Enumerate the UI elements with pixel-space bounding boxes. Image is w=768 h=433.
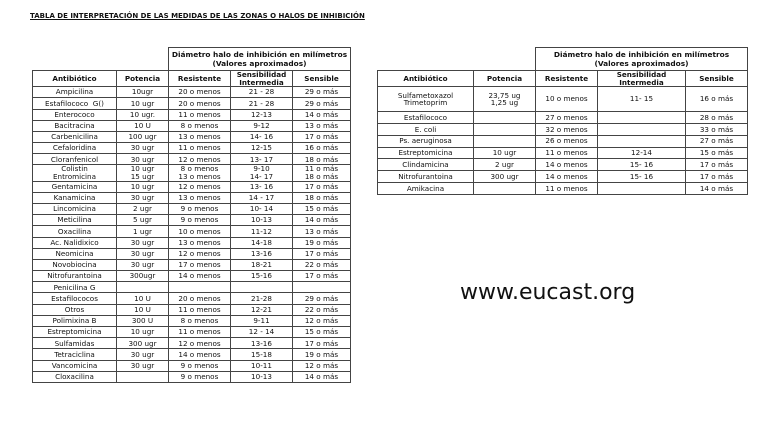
table-cell: 9-10 14- 17 (231, 165, 293, 181)
table-cell: 30 ugr (117, 259, 169, 270)
table-cell: 15- 16 (598, 159, 686, 171)
table-cell: 18-21 (231, 259, 293, 270)
table-cell: 14 o más (293, 371, 351, 382)
table-cell: 9-11 (231, 315, 293, 326)
table-cell: 18 o más (293, 154, 351, 165)
table-cell: 15-16 (231, 271, 293, 282)
table-cell: 27 o menos (536, 112, 598, 124)
table-cell: 14 o menos (169, 271, 231, 282)
table-cell: 29 o más (293, 98, 351, 109)
column-header: Resistente (169, 71, 231, 87)
table-cell: 10 ugr (117, 181, 169, 192)
table-cell: 15 o más (686, 147, 748, 159)
table-cell: 10-13 (231, 215, 293, 226)
table-cell: 10 o menos (536, 87, 598, 112)
table-cell: 10-11 (231, 360, 293, 371)
table-cell: Estafilococo (378, 112, 474, 124)
table-row (33, 360, 351, 371)
table-cell: 22 o más (293, 304, 351, 315)
group-header: Diámetro halo de inhibición en milímetros (Valores aproximados) (536, 48, 748, 71)
table-cell: 30 ugr (117, 143, 169, 154)
table-cell: 28 o más (686, 112, 748, 124)
table-row (33, 131, 351, 142)
table-row (378, 171, 748, 183)
table-cell: 13- 17 (231, 154, 293, 165)
table-cell: Cloxacilina (33, 371, 117, 382)
table-cell: 10 U (117, 293, 169, 304)
table-cell: 12-15 (231, 143, 293, 154)
table-cell: 10 U (117, 120, 169, 131)
table-row (33, 154, 351, 165)
column-header: Potencia (474, 71, 536, 87)
table-cell: Estreptomicina (378, 147, 474, 159)
table-cell (474, 112, 536, 124)
table-cell: 10 ugr (117, 327, 169, 338)
table-cell: 11 o menos (169, 109, 231, 120)
table-cell: 9-12 (231, 120, 293, 131)
table-cell: 13 o menos (169, 192, 231, 203)
table-cell (117, 282, 169, 293)
table-cell: Otros (33, 304, 117, 315)
table-cell: 20 o menos (169, 293, 231, 304)
table-row (378, 135, 748, 147)
table-cell (474, 123, 536, 135)
group-header: Diámetro halo de inhibición en milímetros (Valores aproximados) (169, 48, 351, 71)
table-row (33, 120, 351, 131)
table-row (33, 87, 351, 98)
table-cell: 11 o menos (169, 143, 231, 154)
table-cell: 8 o menos (169, 120, 231, 131)
table-row (378, 159, 748, 171)
table-row (378, 182, 748, 194)
table-cell: 14-18 (231, 237, 293, 248)
table-cell: Estafilococo G() (33, 98, 117, 109)
table-cell: Bacitracina (33, 120, 117, 131)
table-cell: Amikacina (378, 182, 474, 194)
column-header: Sensibilidad Intermedia (598, 71, 686, 87)
table-cell: Cloranfenicol (33, 154, 117, 165)
table-cell (598, 135, 686, 147)
table-cell: 13-16 (231, 338, 293, 349)
column-header: Sensibilidad Intermedia (231, 71, 293, 87)
table-cell: 16 o más (686, 87, 748, 112)
table-cell: 11 o menos (169, 304, 231, 315)
table-cell: Enterococo (33, 109, 117, 120)
table-cell: 30 ugr (117, 192, 169, 203)
table-cell: Estreptomicina (33, 327, 117, 338)
table-cell: 26 o menos (536, 135, 598, 147)
table-cell: 16 o más (293, 143, 351, 154)
table-row (33, 327, 351, 338)
table-cell: Sulfametoxazol Trimetoprim (378, 87, 474, 112)
table-cell: 11 o menos (536, 147, 598, 159)
table-cell: 30 ugr (117, 349, 169, 360)
table-cell: 17 o más (686, 171, 748, 183)
table-cell: 300 ugr (474, 171, 536, 183)
table-cell (169, 282, 231, 293)
table-cell: Polimixina B (33, 315, 117, 326)
table-cell: Vancomicina (33, 360, 117, 371)
table-cell: 13-16 (231, 248, 293, 259)
table-cell: 20 o menos (169, 98, 231, 109)
table-row (33, 203, 351, 214)
table-cell: 14 o más (686, 182, 748, 194)
table-cell: 10 o menos (169, 226, 231, 237)
table-cell: 17 o más (293, 271, 351, 282)
table-cell: 300 U (117, 315, 169, 326)
table-cell: 21-28 (231, 293, 293, 304)
table-cell: 18 o más (293, 192, 351, 203)
table-cell: 17 o menos (169, 259, 231, 270)
table-cell: 13- 16 (231, 181, 293, 192)
table-cell: 9 o menos (169, 371, 231, 382)
table-row (378, 147, 748, 159)
table-cell (474, 182, 536, 194)
table-row (33, 315, 351, 326)
table-cell: 13 o menos (169, 131, 231, 142)
table-cell: 11- 15 (598, 87, 686, 112)
table-cell: 17 o más (293, 131, 351, 142)
table-cell: Oxacilina (33, 226, 117, 237)
table-cell: Novobiocina (33, 259, 117, 270)
table-cell (231, 282, 293, 293)
table-row (378, 112, 748, 124)
table-cell: 12 - 14 (231, 327, 293, 338)
table-cell: 30 ugr (117, 237, 169, 248)
table-cell: Clindamicina (378, 159, 474, 171)
table-row (33, 338, 351, 349)
table-row (33, 259, 351, 270)
table-cell: 20 o menos (169, 87, 231, 98)
table-cell: 12 o menos (169, 154, 231, 165)
table-cell: 17 o más (686, 159, 748, 171)
table-row (33, 109, 351, 120)
table-cell: 5 ugr (117, 215, 169, 226)
table-cell: 13 o más (293, 120, 351, 131)
table-cell: Carbenicilina (33, 131, 117, 142)
table-cell: 14 o menos (536, 159, 598, 171)
table-cell: 27 o más (686, 135, 748, 147)
table-cell: 10 U (117, 304, 169, 315)
table-cell: 12 o menos (169, 338, 231, 349)
column-header: Antibiótico (378, 71, 474, 87)
table-cell: 33 o más (686, 123, 748, 135)
table-row (33, 371, 351, 382)
table-cell: 2 ugr (117, 203, 169, 214)
table-cell: 10 ugr (117, 98, 169, 109)
table-cell: 8 o menos 13 o menos (169, 165, 231, 181)
table-row (33, 143, 351, 154)
table-cell: 15 o más (293, 203, 351, 214)
table-row (33, 248, 351, 259)
table-cell: 13 o menos (169, 237, 231, 248)
inhibition-table-left (32, 47, 351, 383)
table-cell: 30 ugr (117, 360, 169, 371)
table-cell: 10 ugr (474, 147, 536, 159)
table-cell: 12-13 (231, 109, 293, 120)
table-cell: 8 o menos (169, 315, 231, 326)
column-header: Resistente (536, 71, 598, 87)
table-row (33, 165, 351, 181)
table-cell: 13 o más (293, 226, 351, 237)
column-header: Sensible (686, 71, 748, 87)
table-cell (598, 123, 686, 135)
table-cell: Sulfamidas (33, 338, 117, 349)
table-cell: Meticilina (33, 215, 117, 226)
table-cell: 14 o menos (536, 171, 598, 183)
table-cell: Tetraciclina (33, 349, 117, 360)
table-cell: 15- 16 (598, 171, 686, 183)
table-cell: 100 ugr (117, 131, 169, 142)
table-cell: 300 ugr (117, 338, 169, 349)
table-cell: 10 ugr. (117, 109, 169, 120)
website-url: www.eucast.org (460, 280, 636, 305)
table-cell: Neomicina (33, 248, 117, 259)
table-row (378, 87, 748, 112)
table-cell: Gentamicina (33, 181, 117, 192)
table-cell: 10 ugr 15 ugr (117, 165, 169, 181)
table-cell: 12 o menos (169, 248, 231, 259)
table-cell: Colistin Entromicina (33, 165, 117, 181)
table-row (33, 192, 351, 203)
table-cell: 17 o más (293, 248, 351, 259)
table-cell: 9 o menos (169, 360, 231, 371)
table-cell: 9 o menos (169, 215, 231, 226)
table-row (33, 293, 351, 304)
table-cell: 11-12 (231, 226, 293, 237)
table-cell: 12 o menos (169, 181, 231, 192)
table-row (33, 181, 351, 192)
table-cell: 12 o más (293, 360, 351, 371)
table-cell: 14 o más (293, 109, 351, 120)
table-cell: 12-14 (598, 147, 686, 159)
table-cell (598, 112, 686, 124)
table-cell: 14 - 17 (231, 192, 293, 203)
table-cell: 15 o más (293, 327, 351, 338)
table-cell: 14 o menos (169, 349, 231, 360)
table-cell: 15-18 (231, 349, 293, 360)
table-row (378, 123, 748, 135)
table-cell: Cefaloridina (33, 143, 117, 154)
table-cell: 1 ugr (117, 226, 169, 237)
table-cell: 21 - 28 (231, 87, 293, 98)
table-cell: 19 o más (293, 237, 351, 248)
table-cell: 10- 14 (231, 203, 293, 214)
table-cell: 9 o menos (169, 203, 231, 214)
table-cell: Ac. Nalidixico (33, 237, 117, 248)
table-cell: 2 ugr (474, 159, 536, 171)
column-header: Potencia (117, 71, 169, 87)
table-cell: 11 o menos (536, 182, 598, 194)
table-cell: 30 ugr (117, 248, 169, 259)
table-cell: Ps. aeruginosa (378, 135, 474, 147)
table-cell: Penicilina G (33, 282, 117, 293)
table-row (33, 237, 351, 248)
table-cell (117, 371, 169, 382)
table-cell: 11 o menos (169, 327, 231, 338)
table-cell: Lincomicina (33, 203, 117, 214)
table-cell: Ampicilina (33, 87, 117, 98)
table-cell: 11 o más 18 o más (293, 165, 351, 181)
table-cell: 12-21 (231, 304, 293, 315)
inhibition-table-right (377, 47, 748, 195)
table-row (33, 226, 351, 237)
table-cell: 17 o más (293, 181, 351, 192)
table-cell: 10ugr (117, 87, 169, 98)
table-cell: 29 o más (293, 87, 351, 98)
table-row (33, 282, 351, 293)
page-title: TABLA DE INTERPRETACIÓN DE LAS MEDIDAS DE LAS ZONAS O HALOS DE INHIBICIÓN (30, 12, 365, 20)
table-cell: 23,75 ug 1,25 ug (474, 87, 536, 112)
column-header: Antibiótico (33, 71, 117, 87)
table-cell (293, 282, 351, 293)
table-cell: 21 - 28 (231, 98, 293, 109)
table-cell: Kanamicina (33, 192, 117, 203)
table-cell: 14 o más (293, 215, 351, 226)
table-cell (598, 182, 686, 194)
table-row (33, 304, 351, 315)
table-cell: E. coli (378, 123, 474, 135)
table-cell: 32 o menos (536, 123, 598, 135)
table-cell: 12 o más (293, 315, 351, 326)
table-cell: Estafilococos (33, 293, 117, 304)
table-cell: 19 o más (293, 349, 351, 360)
table-cell: 17 o más (293, 338, 351, 349)
table-cell (474, 135, 536, 147)
table-row (33, 271, 351, 282)
table-cell: 300ugr (117, 271, 169, 282)
table-cell: 30 ugr (117, 154, 169, 165)
table-cell: 22 o más (293, 259, 351, 270)
table-cell: Nitrofurantoina (33, 271, 117, 282)
table-row (33, 349, 351, 360)
table-cell: 10-13 (231, 371, 293, 382)
table-cell: Nitrofurantoina (378, 171, 474, 183)
table-cell: 14- 16 (231, 131, 293, 142)
table-row (33, 98, 351, 109)
column-header: Sensible (293, 71, 351, 87)
table-cell: 29 o más (293, 293, 351, 304)
table-row (33, 215, 351, 226)
